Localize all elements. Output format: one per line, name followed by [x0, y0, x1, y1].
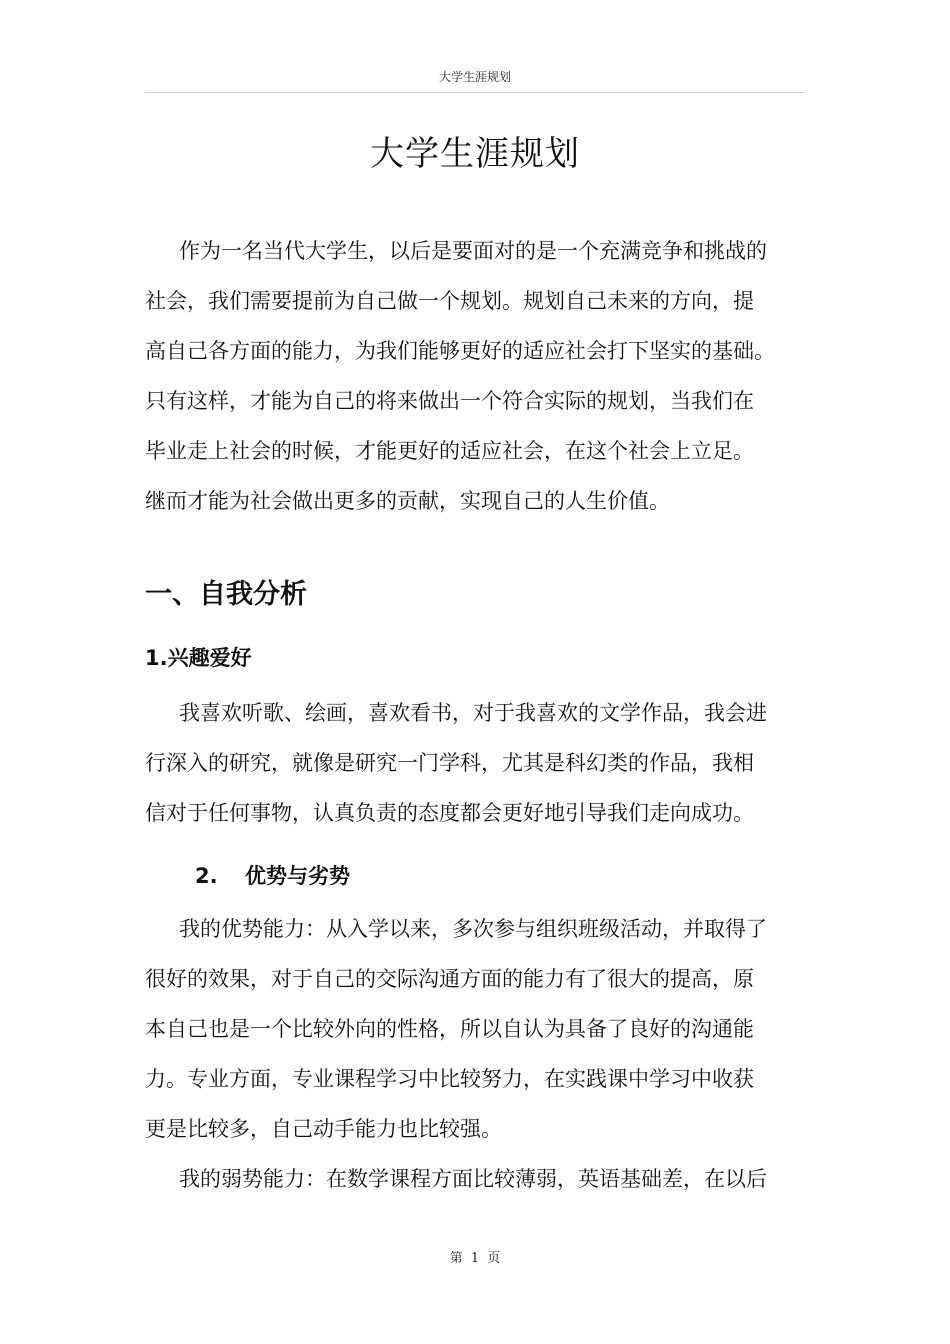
paragraph-line: 本自己也是一个比较外向的性格，所以自认为具备了良好的沟通能: [145, 1017, 754, 1041]
header-divider: [145, 92, 805, 93]
paragraph-line: 作为一名当代大学生，以后是要面对的是一个充满竞争和挑战的: [179, 239, 767, 263]
paragraph-line: 信对于任何事物，认真负责的态度都会更好地引导我们走向成功。: [145, 801, 754, 825]
page-number: 第 1 页: [449, 1251, 501, 1266]
interests-paragraph: [145, 688, 815, 838]
paragraph-line: 毕业走上社会的时候，才能更好的适应社会，在这个社会上立足。: [145, 439, 754, 463]
subheading-number: 2.: [195, 864, 218, 888]
intro-paragraph: [145, 226, 815, 526]
strengths-paragraph: [145, 904, 815, 1154]
paragraph-line: 我的弱势能力：在数学课程方面比较薄弱，英语基础差，在以后: [179, 1167, 767, 1191]
paragraph-line: 社会，我们需要提前为自己做一个规划。规划自己未来的方向，提: [145, 289, 754, 313]
document-title: 大学生涯规划: [370, 134, 580, 174]
paragraph-line: 继而才能为社会做出更多的贡献，实现自己的人生价值。: [145, 489, 670, 513]
paragraph-line: 我喜欢听歌、绘画，喜欢看书，对于我喜欢的文学作品，我会进: [179, 701, 767, 725]
subheading-strengths-weaknesses: [195, 860, 350, 890]
subheading-interests: 1.兴趣爱好: [145, 646, 252, 670]
subheading-text: 优势与劣势: [245, 864, 350, 888]
weaknesses-paragraph: [145, 1154, 815, 1204]
paragraph-line: 我的优势能力：从入学以来，多次参与组织班级活动，并取得了: [179, 917, 767, 941]
paragraph-line: 更是比较多，自己动手能力也比较强。: [145, 1117, 502, 1141]
paragraph-line: 只有这样，才能为自己的将来做出一个符合实际的规划，当我们在: [145, 389, 754, 413]
paragraph-line: 行深入的研究，就像是研究一门学科，尤其是科幻类的作品，我相: [145, 751, 754, 775]
section-heading-self-analysis: 一、自我分析: [145, 579, 307, 610]
paragraph-line: 高自己各方面的能力，为我们能够更好的适应社会打下坚实的基础。: [145, 339, 775, 363]
paragraph-line: 很好的效果，对于自己的交际沟通方面的能力有了很大的提高，原: [145, 967, 754, 991]
running-header: 大学生涯规划: [438, 70, 511, 84]
paragraph-line: 力。专业方面，专业课程学习中比较努力，在实践课中学习中收获: [145, 1067, 754, 1091]
